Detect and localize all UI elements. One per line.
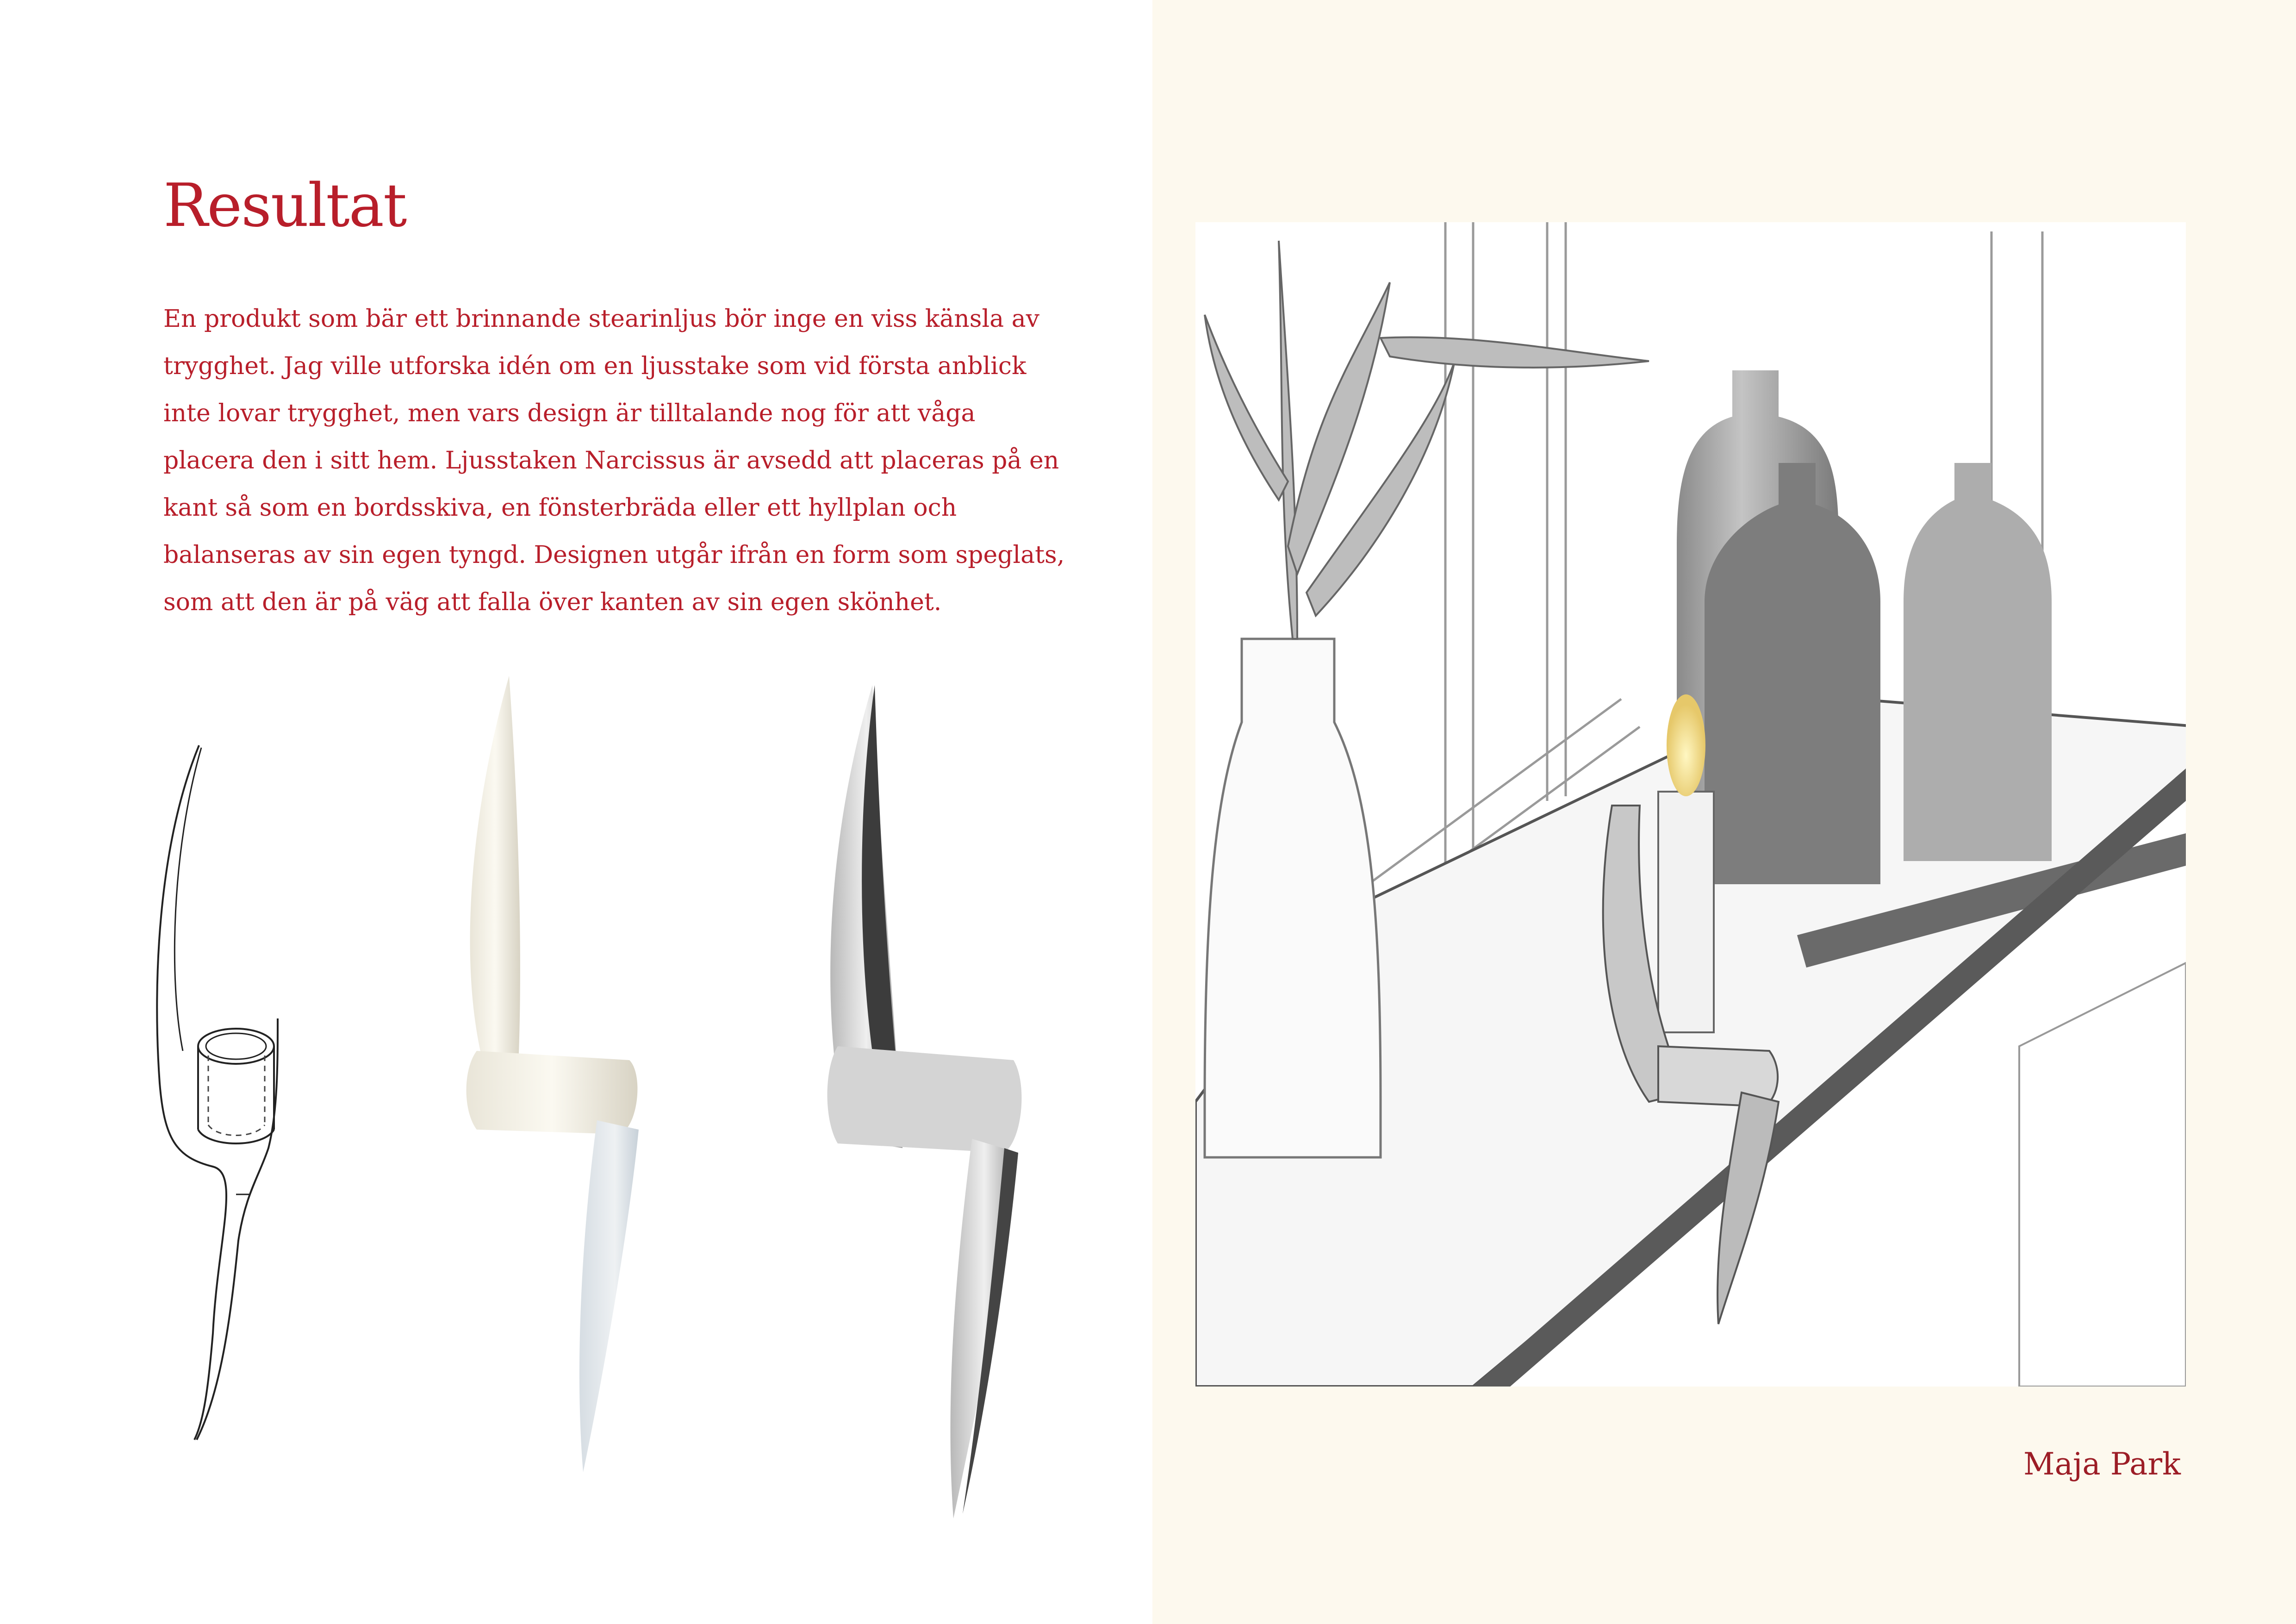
paragraph-line: trygghet. Jag ville utforska idén om en ljusstake som vid första anblick [163,352,1027,380]
candle-holder-render [444,667,694,1481]
still-life-drawing [1195,222,2186,1387]
paragraph-line: En produkt som bär ett brinnande stearinljus bör inge en viss känsla av [163,305,1039,333]
candle-holder-line-sketch [139,731,342,1454]
paragraph-line: kant så som en bordsskiva, en fönsterbräda eller ett hyllplan och [163,494,957,522]
paragraph-line: som att den är på väg att falla över kanten av sin egen skönhet. [163,588,942,616]
paragraph-line: balanseras av sin egen tyngd. Designen utgår ifrån en form som speglats, [163,541,1065,569]
candle-holder-pencil-drawing [796,667,1083,1528]
intro-paragraph [163,295,1070,626]
page-title: Resultat [163,171,406,240]
paragraph-line: inte lovar trygghet, men vars design är tilltalande nog för att våga [163,400,976,427]
paragraph-line: placera den i sitt hem. Ljusstaken Narcissus är avsedd att placeras på en [163,447,1059,475]
author-signature: Maja Park [2023,1446,2181,1482]
